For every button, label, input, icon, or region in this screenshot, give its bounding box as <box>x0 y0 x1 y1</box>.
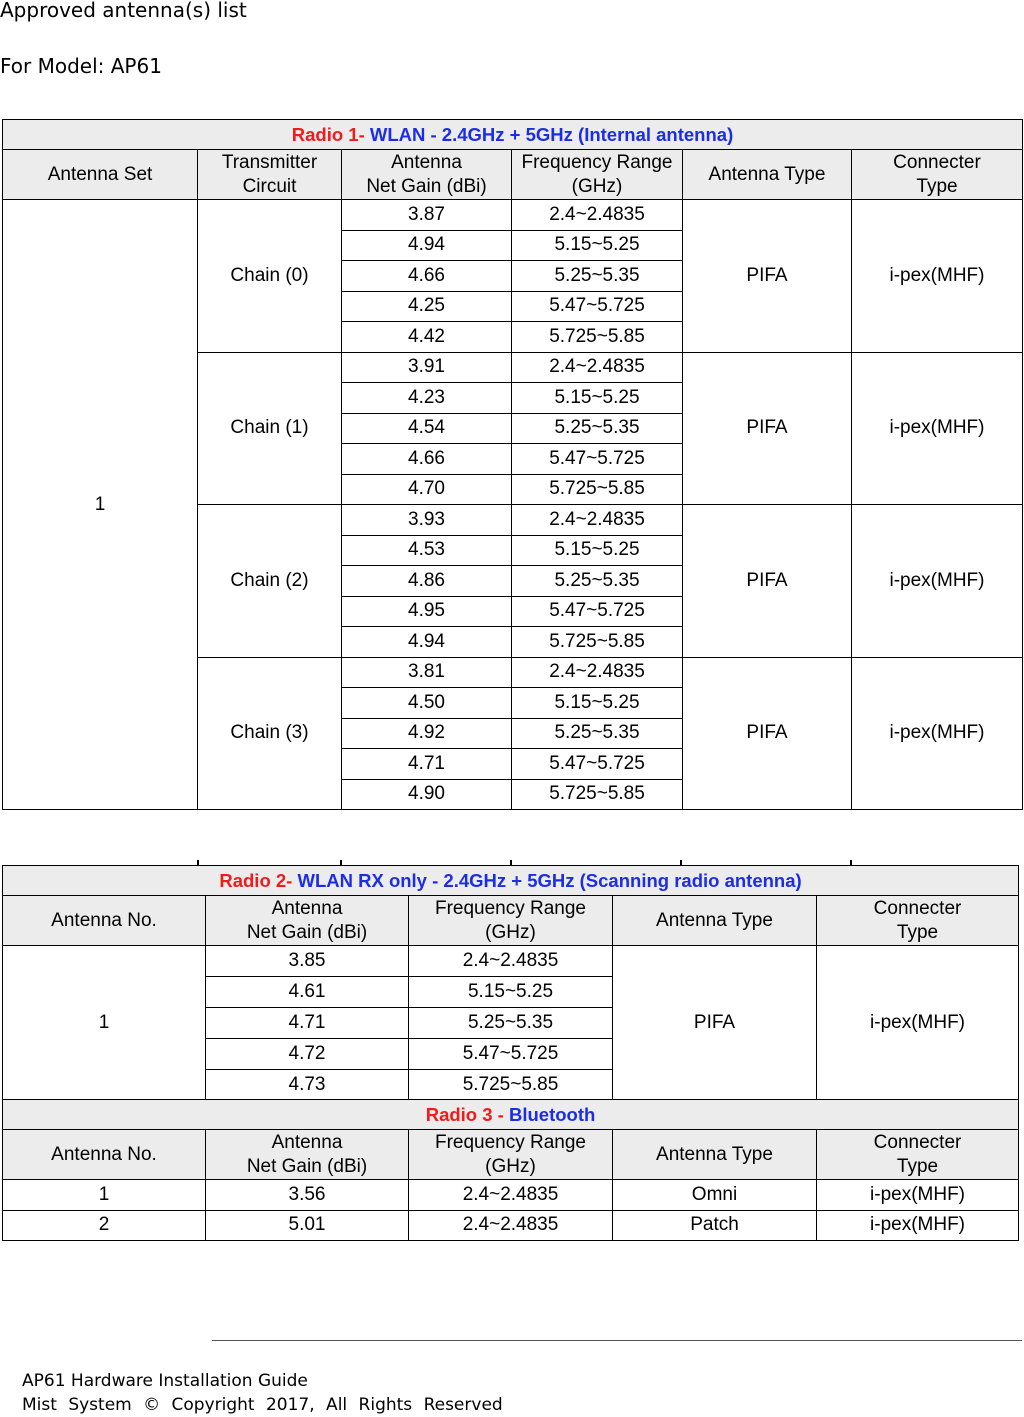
gain-cell: 3.93 <box>342 505 512 536</box>
frequency-cell: 5.47~5.725 <box>409 1039 613 1070</box>
gain-cell: 3.87 <box>342 200 512 231</box>
connector-type-cell: i-pex(MHF) <box>852 505 1023 658</box>
caption-radio-label: Radio 2- <box>219 869 293 891</box>
gain-cell: 4.94 <box>342 627 512 658</box>
gain-cell: 4.94 <box>342 230 512 261</box>
frequency-cell: 5.47~5.725 <box>512 444 683 475</box>
connector-type-cell: i-pex(MHF) <box>852 200 1023 353</box>
frequency-cell: 5.47~5.725 <box>512 749 683 780</box>
connector-type-cell: i-pex(MHF) <box>817 1210 1019 1241</box>
column-header: Antenna Set <box>3 150 198 200</box>
frequency-cell: 2.4~2.4835 <box>512 352 683 383</box>
antenna-type-cell: PIFA <box>613 946 817 1101</box>
table-header-row <box>3 150 1023 200</box>
connector-type-cell: i-pex(MHF) <box>817 946 1019 1101</box>
model-label: For Model: AP61 <box>0 54 162 78</box>
antenna-type-cell: PIFA <box>683 352 852 505</box>
table-row <box>3 946 1019 977</box>
frequency-cell: 5.725~5.85 <box>512 627 683 658</box>
table-caption-row <box>3 866 1019 896</box>
chain-cell: Chain (3) <box>198 657 342 810</box>
antenna-type-cell: Omni <box>613 1180 817 1211</box>
table-header-row <box>3 1130 1019 1180</box>
frequency-cell: 5.15~5.25 <box>512 383 683 414</box>
footer-guide-title: AP61 Hardware Installation Guide <box>22 1371 308 1391</box>
connector-type-cell: i-pex(MHF) <box>817 1180 1019 1211</box>
document-title: Approved antenna(s) list <box>0 0 247 22</box>
gain-cell: 4.72 <box>206 1039 409 1070</box>
radio1-table <box>2 119 1023 810</box>
frequency-cell: 2.4~2.4835 <box>409 1210 613 1241</box>
frequency-cell: 5.15~5.25 <box>512 688 683 719</box>
gain-cell: 4.66 <box>342 444 512 475</box>
chain-cell: Chain (2) <box>198 505 342 658</box>
connector-type-cell: i-pex(MHF) <box>852 352 1023 505</box>
gain-cell: 4.42 <box>342 322 512 353</box>
radio3-table <box>2 1099 1019 1241</box>
gain-cell: 4.95 <box>342 596 512 627</box>
frequency-cell: 2.4~2.4835 <box>409 1180 613 1211</box>
antenna-type-cell: PIFA <box>683 657 852 810</box>
column-header: Frequency Range (GHz) <box>409 896 613 946</box>
gain-cell: 4.70 <box>342 474 512 505</box>
radio2-table <box>2 865 1019 1101</box>
gain-cell: 3.91 <box>342 352 512 383</box>
frequency-cell: 5.25~5.35 <box>512 261 683 292</box>
footer-divider <box>212 1340 1022 1341</box>
gain-cell: 4.25 <box>342 291 512 322</box>
column-header: Antenna Type <box>613 896 817 946</box>
frequency-cell: 2.4~2.4835 <box>409 946 613 977</box>
caption-description: WLAN - 2.4GHz + 5GHz (Internal antenna) <box>369 123 734 145</box>
chain-cell: Chain (1) <box>198 352 342 505</box>
gain-cell: 4.73 <box>206 1070 409 1101</box>
antenna-no-cell: 1 <box>3 946 206 1101</box>
frequency-cell: 5.15~5.25 <box>512 230 683 261</box>
connector-type-cell: i-pex(MHF) <box>852 657 1023 810</box>
caption-description: WLAN RX only - 2.4GHz + 5GHz (Scanning radio antenna) <box>297 869 802 891</box>
gain-cell: 4.90 <box>342 779 512 810</box>
caption-description: Bluetooth <box>508 1103 596 1125</box>
footer-copyright: Mist System © Copyright 2017, All Rights Reserved <box>22 1395 503 1415</box>
antenna-no-cell: 2 <box>3 1210 206 1241</box>
table-row <box>3 1210 1019 1241</box>
frequency-cell: 5.25~5.35 <box>512 413 683 444</box>
antenna-no-cell: 1 <box>3 1180 206 1211</box>
gain-cell: 4.53 <box>342 535 512 566</box>
table-caption-row <box>3 120 1023 150</box>
gain-cell: 4.71 <box>206 1008 409 1039</box>
column-header: Transmitter Circuit <box>198 150 342 200</box>
gain-cell: 4.61 <box>206 977 409 1008</box>
table-caption-row <box>3 1100 1019 1130</box>
gain-cell: 4.50 <box>342 688 512 719</box>
antenna-type-cell: Patch <box>613 1210 817 1241</box>
frequency-cell: 5.725~5.85 <box>409 1070 613 1101</box>
frequency-cell: 5.725~5.85 <box>512 474 683 505</box>
antenna-set-cell: 1 <box>3 200 198 810</box>
gain-cell: 5.01 <box>206 1210 409 1241</box>
frequency-cell: 5.25~5.35 <box>512 718 683 749</box>
table-caption <box>3 120 1023 150</box>
column-header: Antenna Net Gain (dBi) <box>206 1130 409 1180</box>
column-header: Antenna No. <box>3 1130 206 1180</box>
frequency-cell: 5.25~5.35 <box>512 566 683 597</box>
column-header: Frequency Range (GHz) <box>512 150 683 200</box>
column-header: Connecter Type <box>852 150 1023 200</box>
table-header-row <box>3 896 1019 946</box>
column-header: Antenna Net Gain (dBi) <box>342 150 512 200</box>
frequency-cell: 5.47~5.725 <box>512 596 683 627</box>
gain-cell: 3.81 <box>342 657 512 688</box>
antenna-type-cell: PIFA <box>683 505 852 658</box>
frequency-cell: 5.25~5.35 <box>409 1008 613 1039</box>
chain-cell: Chain (0) <box>198 200 342 353</box>
frequency-cell: 5.725~5.85 <box>512 322 683 353</box>
table-row <box>3 1180 1019 1211</box>
gain-cell: 3.85 <box>206 946 409 977</box>
table-caption <box>3 1100 1019 1130</box>
antenna-type-cell: PIFA <box>683 200 852 353</box>
column-header: Antenna Net Gain (dBi) <box>206 896 409 946</box>
column-header: Connecter Type <box>817 1130 1019 1180</box>
column-header: Frequency Range (GHz) <box>409 1130 613 1180</box>
frequency-cell: 2.4~2.4835 <box>512 505 683 536</box>
gain-cell: 4.23 <box>342 383 512 414</box>
frequency-cell: 5.47~5.725 <box>512 291 683 322</box>
frequency-cell: 5.15~5.25 <box>409 977 613 1008</box>
table-caption <box>3 866 1019 896</box>
gain-cell: 4.54 <box>342 413 512 444</box>
column-header: Antenna Type <box>613 1130 817 1180</box>
column-header: Connecter Type <box>817 896 1019 946</box>
column-header: Antenna No. <box>3 896 206 946</box>
caption-radio-label: Radio 3 - <box>425 1103 504 1125</box>
gain-cell: 3.56 <box>206 1180 409 1211</box>
gain-cell: 4.92 <box>342 718 512 749</box>
table-row <box>3 200 1023 231</box>
frequency-cell: 5.725~5.85 <box>512 779 683 810</box>
gain-cell: 4.66 <box>342 261 512 292</box>
gain-cell: 4.86 <box>342 566 512 597</box>
caption-radio-label: Radio 1- <box>291 123 365 145</box>
frequency-cell: 5.15~5.25 <box>512 535 683 566</box>
column-header: Antenna Type <box>683 150 852 200</box>
frequency-cell: 2.4~2.4835 <box>512 200 683 231</box>
frequency-cell: 2.4~2.4835 <box>512 657 683 688</box>
gain-cell: 4.71 <box>342 749 512 780</box>
